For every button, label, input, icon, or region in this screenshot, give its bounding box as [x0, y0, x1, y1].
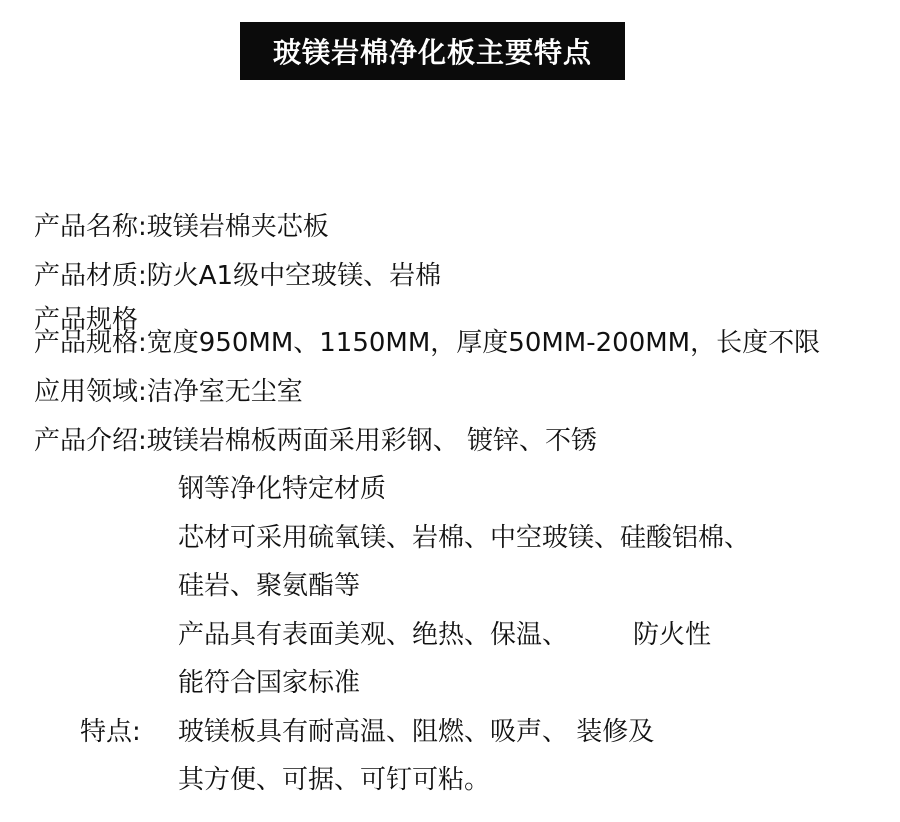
features-line-2: 其方便、可据、可钉可粘。 — [178, 765, 491, 795]
page-title: 玻镁岩棉净化板主要特点 — [272, 36, 592, 69]
spec-row-name — [34, 210, 329, 244]
clipped-text-row — [0, 297, 900, 335]
intro-line-3: 芯材可采用硫氧镁、岩棉、中空玻镁、硅酸铝棉、 — [178, 523, 751, 553]
spec-label-features: 特点: — [80, 717, 141, 747]
spec-row-features — [80, 715, 654, 749]
intro-line-1: 玻镁岩棉板两面采用彩钢、 镀锌、不锈 — [146, 426, 598, 456]
spec-row-intro — [34, 424, 597, 458]
spec-value-field: 洁净室无尘室 — [146, 377, 303, 407]
intro-line-4: 硅岩、聚氨酯等 — [178, 571, 361, 601]
spec-label-material: 产品材质: — [34, 261, 147, 291]
spec-value-size: 宽度950MM、1150MM，厚度50MM-200MM，长度不限 — [146, 328, 821, 358]
spec-value-material: 防火A1级中空玻镁、岩棉 — [146, 261, 442, 291]
features-line-1: 玻镁板具有耐高温、阻燃、吸声、 装修及 — [178, 717, 655, 747]
spec-label-field: 应用领域: — [34, 377, 147, 407]
spec-label-name: 产品名称: — [34, 212, 147, 242]
spec-row-material — [34, 259, 441, 293]
clipped-text: 产品规格 — [34, 305, 139, 335]
intro-line-5: 产品具有表面美观、绝热、保温、 防火性 — [178, 620, 712, 650]
spec-value-name: 玻镁岩棉夹芯板 — [146, 212, 329, 242]
spec-label-intro: 产品介绍: — [34, 426, 147, 456]
intro-line-6: 能符合国家标准 — [178, 668, 361, 698]
spec-row-size — [34, 326, 820, 360]
intro-line-2: 钢等净化特定材质 — [178, 474, 387, 504]
spec-label-size: 产品规格: — [34, 328, 147, 358]
title-banner — [240, 22, 625, 80]
spec-row-field — [34, 375, 303, 409]
